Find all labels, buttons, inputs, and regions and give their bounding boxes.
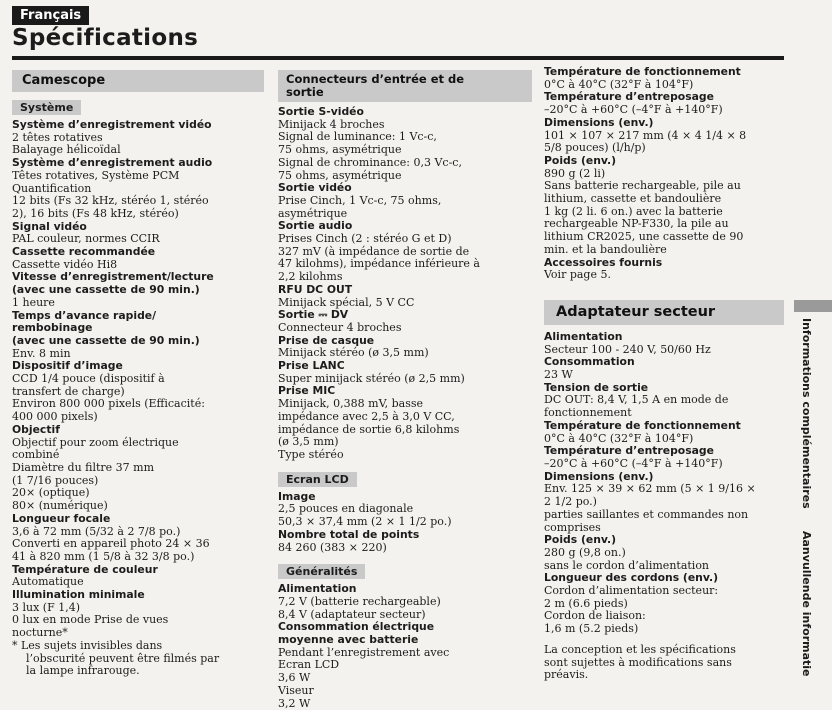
spec-label: Poids (env.) xyxy=(544,533,617,547)
spec-label: moyenne avec batterie xyxy=(278,633,419,647)
spec-value: 3,2 W xyxy=(278,696,311,710)
spec-value: Ecran LCD xyxy=(278,658,340,672)
spec-value: 3 lux (F 1,4) xyxy=(12,600,81,614)
closing-note-line: La conception et les spécifications xyxy=(544,642,736,656)
spec-label: Sortie ⎓ DV xyxy=(278,308,349,322)
spec-value: impédance avec 2,5 à 3,0 V CC, xyxy=(278,409,455,423)
title-rule xyxy=(12,56,784,60)
section-header-ecran-lcd: Ecran LCD xyxy=(278,472,357,487)
spec-value: Converti en appareil photo 24 × 36 xyxy=(12,537,210,551)
spec-label: Température de fonctionnement xyxy=(544,65,741,78)
spec-value: Viseur xyxy=(278,683,314,697)
spec-value: 2 m (6.6 pieds) xyxy=(544,596,628,610)
spec-label: Température de couleur xyxy=(12,562,158,576)
spec-value: 12 bits (Fs 32 kHz, stéréo 1, stéréo xyxy=(12,194,209,208)
spec-label: rembobinage xyxy=(12,321,93,335)
spec-list-camescope xyxy=(12,119,264,678)
side-tab-label-fr: Informations complémentaires xyxy=(800,318,813,509)
spec-value: 0 lux en mode Prise de vues xyxy=(12,613,169,627)
spec-label: Sortie vidéo xyxy=(278,181,352,195)
spec-value: 75 ohms, asymétrique xyxy=(278,143,402,157)
spec-label: Illumination minimale xyxy=(12,588,145,602)
spec-label: Consommation électrique xyxy=(278,620,435,634)
section-header-connecteurs xyxy=(278,70,532,102)
closing-note xyxy=(544,644,784,682)
side-tab-label xyxy=(800,318,813,676)
section-header-line: Connecteurs d’entrée et de xyxy=(286,72,465,86)
spec-value: lithium CR2025, une cassette de 90 xyxy=(544,230,744,244)
spec-label: Prise LANC xyxy=(278,359,345,373)
spec-value: DC OUT: 8,4 V, 1,5 A en mode de xyxy=(544,393,729,407)
spec-label: Dimensions (env.) xyxy=(544,115,654,129)
spec-label: Système d’enregistrement vidéo xyxy=(12,118,212,131)
spec-value: Têtes rotatives, Système PCM xyxy=(12,168,180,182)
spec-label: Alimentation xyxy=(278,582,357,596)
spec-value: 2 1/2 po.) xyxy=(544,495,597,509)
spec-value: 2,2 kilohms xyxy=(278,270,343,284)
spec-value: 75 ohms, asymétrique xyxy=(278,168,402,182)
spec-list-connecteurs xyxy=(278,106,532,462)
spec-list-camescope-continued xyxy=(544,66,784,282)
spec-label: Image xyxy=(278,489,316,503)
footnote: * Les sujets invisibles dans xyxy=(12,638,163,652)
spec-value: impédance de sortie 6,8 kilohms xyxy=(278,422,460,436)
spec-value: (ø 3,5 mm) xyxy=(278,435,339,449)
spec-value: 47 kilohms), impédance inférieure à xyxy=(278,257,480,271)
spec-value: 327 mV (à impédance de sortie de xyxy=(278,244,470,258)
spec-value: Super minijack stéréo (ø 2,5 mm) xyxy=(278,371,465,385)
spec-value: nocturne* xyxy=(12,626,68,640)
spec-label: (avec une cassette de 90 min.) xyxy=(12,283,200,297)
spec-label: Poids (env.) xyxy=(544,153,617,167)
spec-value: 23 W xyxy=(544,368,573,382)
spec-label: Température d’entreposage xyxy=(544,90,714,104)
spec-label: Alimentation xyxy=(544,329,623,343)
spec-value: asymétrique xyxy=(278,206,348,220)
spec-label: Température de fonctionnement xyxy=(544,418,741,432)
spec-value: rechargeable NP-F330, la pile au xyxy=(544,217,729,231)
spec-list-adaptateur xyxy=(544,331,784,636)
spec-value: –20°C à +60°C (–4°F à +140°F) xyxy=(544,456,723,470)
column-camescope-continued xyxy=(544,66,784,682)
subsection-header-systeme: Système xyxy=(12,100,81,115)
section-header-generalites: Généralités xyxy=(278,564,365,579)
spec-value: parties saillantes et commandes non xyxy=(544,507,749,521)
spec-value: min. et la bandoulière xyxy=(544,242,667,256)
spec-value: 2,5 pouces en diagonale xyxy=(278,502,414,516)
spec-value: PAL couleur, normes CCIR xyxy=(12,232,160,246)
spec-value: 41 à 820 mm (1 5/8 à 32 3/8 po.) xyxy=(12,549,195,563)
spec-label: Sortie S-vidéo xyxy=(278,105,364,118)
footnote: l’obscurité peuvent être filmés par xyxy=(26,651,220,665)
spec-value: transfert de charge) xyxy=(12,384,125,398)
spec-label: Prise de casque xyxy=(278,333,375,347)
spec-label: Prise MIC xyxy=(278,384,336,398)
spec-value: fonctionnement xyxy=(544,406,632,420)
spec-value: Signal de chrominance: 0,3 Vc-c, xyxy=(278,155,462,169)
spec-value: combiné xyxy=(12,448,60,462)
column-camescope xyxy=(12,70,264,678)
spec-value: comprises xyxy=(544,520,601,534)
spec-list-ecran xyxy=(278,491,532,555)
spec-value: 400 000 pixels) xyxy=(12,410,98,424)
side-tab-marker xyxy=(794,300,832,312)
spec-label: Longueur des cordons (env.) xyxy=(544,571,719,585)
spec-value: 0°C à 40°C (32°F à 104°F) xyxy=(544,431,694,445)
spec-value: Cordon de liaison: xyxy=(544,609,646,623)
spec-value: Minijack 4 broches xyxy=(278,117,385,131)
footnote: la lampe infrarouge. xyxy=(26,664,140,678)
spec-value: Minijack, 0,388 mV, basse xyxy=(278,397,424,411)
spec-value: 1 heure xyxy=(12,295,55,309)
section-header-line: sortie xyxy=(286,85,324,99)
spec-label: Objectif xyxy=(12,422,60,436)
spec-label: Température d’entreposage xyxy=(544,444,714,458)
spec-value: Balayage hélicoïdal xyxy=(12,143,121,157)
spec-value: 20× (optique) xyxy=(12,486,90,500)
spec-label: Longueur focale xyxy=(12,511,111,525)
spec-value: Prise Cinch, 1 Vc-c, 75 ohms, xyxy=(278,193,442,207)
spec-label: Cassette recommandée xyxy=(12,245,156,259)
spec-label: Sortie audio xyxy=(278,219,353,233)
spec-label: Nombre total de points xyxy=(278,527,420,541)
spec-label: Dimensions (env.) xyxy=(544,469,654,483)
spec-value: sans le cordon d’alimentation xyxy=(544,558,710,572)
spec-label: Accessoires fournis xyxy=(544,255,663,269)
spec-value: 2 têtes rotatives xyxy=(12,130,103,144)
page-title: Spécifications xyxy=(12,25,199,51)
spec-value: Diamètre du filtre 37 mm xyxy=(12,460,155,474)
side-tab-label-de: Aanvullende informatie xyxy=(800,530,813,677)
spec-value: 80× (numérique) xyxy=(12,499,108,513)
spec-value: 280 g (9,8 on.) xyxy=(544,545,626,559)
column-connecteurs xyxy=(278,70,532,710)
spec-value: Voir page 5. xyxy=(544,268,611,282)
spec-value: CCD 1/4 pouce (dispositif à xyxy=(12,372,165,386)
spec-value: Environ 800 000 pixels (Efficacité: xyxy=(12,397,205,411)
spec-value: (1 7/16 pouces) xyxy=(12,473,99,487)
spec-value: Cordon d’alimentation secteur: xyxy=(544,584,719,598)
closing-note-line: préavis. xyxy=(544,668,589,682)
spec-value: 101 × 107 × 217 mm (4 × 4 1/4 × 8 xyxy=(544,128,747,142)
spec-value: 8,4 V (adaptateur secteur) xyxy=(278,607,426,621)
spec-label: Tension de sortie xyxy=(544,380,649,394)
spec-value: Minijack stéréo (ø 3,5 mm) xyxy=(278,346,429,360)
spec-label: (avec une cassette de 90 min.) xyxy=(12,333,200,347)
spec-value: Objectif pour zoom électrique xyxy=(12,435,179,449)
spec-label: Dispositif d’image xyxy=(12,359,123,373)
spec-value: –20°C à +60°C (–4°F à +140°F) xyxy=(544,103,723,117)
spec-value: 890 g (2 li) xyxy=(544,166,606,180)
spec-label: RFU DC OUT xyxy=(278,282,353,296)
spec-value: lithium, cassette et bandoulière xyxy=(544,192,722,206)
section-header-adaptateur: Adaptateur secteur xyxy=(544,300,784,325)
spec-value: 1 kg (2 li. 6 on.) avec la batterie xyxy=(544,204,723,218)
spec-value: 1,6 m (5.2 pieds) xyxy=(544,622,639,636)
section-header-camescope: Camescope xyxy=(12,70,264,92)
spec-value: 84 260 (383 × 220) xyxy=(278,540,387,554)
spec-value: 3,6 à 72 mm (5/32 à 2 7/8 po.) xyxy=(12,524,181,538)
spec-label: Vitesse d’enregistrement/lecture xyxy=(12,270,214,284)
spec-value: 50,3 × 37,4 mm (2 × 1 1/2 po.) xyxy=(278,515,452,529)
spec-value: Cassette vidéo Hi8 xyxy=(12,257,118,271)
spec-value: Connecteur 4 broches xyxy=(278,320,402,334)
spec-value: 2), 16 bits (Fs 48 kHz, stéréo) xyxy=(12,206,179,220)
spec-value: Minijack spécial, 5 V CC xyxy=(278,295,415,309)
spec-value: Quantification xyxy=(12,181,92,195)
spec-label: Consommation xyxy=(544,355,635,369)
spec-value: Sans batterie rechargeable, pile au xyxy=(544,179,741,193)
spec-value: Prises Cinch (2 : stéréo G et D) xyxy=(278,232,452,246)
spec-value: 0°C à 40°C (32°F à 104°F) xyxy=(544,77,694,91)
spec-list-generalites xyxy=(278,583,532,710)
spec-value: Env. 8 min xyxy=(12,346,71,360)
spec-value: Secteur 100 - 240 V, 50/60 Hz xyxy=(544,342,711,356)
spec-value: Automatique xyxy=(12,575,84,589)
language-tab: Français xyxy=(12,6,89,25)
closing-note-line: sont sujettes à modifications sans xyxy=(544,655,732,669)
spec-value: Pendant l’enregistrement avec xyxy=(278,645,450,659)
spec-label: Système d’enregistrement audio xyxy=(12,156,213,170)
spec-value: Type stéréo xyxy=(278,447,344,461)
spec-label: Signal vidéo xyxy=(12,219,87,233)
spec-value: 7,2 V (batterie rechargeable) xyxy=(278,594,441,608)
spec-label: Temps d’avance rapide/ xyxy=(12,308,157,322)
spec-value: Signal de luminance: 1 Vc-c, xyxy=(278,130,437,144)
spec-value: Env. 125 × 39 × 62 mm (5 × 1 9/16 × xyxy=(544,482,756,496)
spec-value: 3,6 W xyxy=(278,671,311,685)
spec-value: 5/8 pouces) (l/h/p) xyxy=(544,141,646,155)
